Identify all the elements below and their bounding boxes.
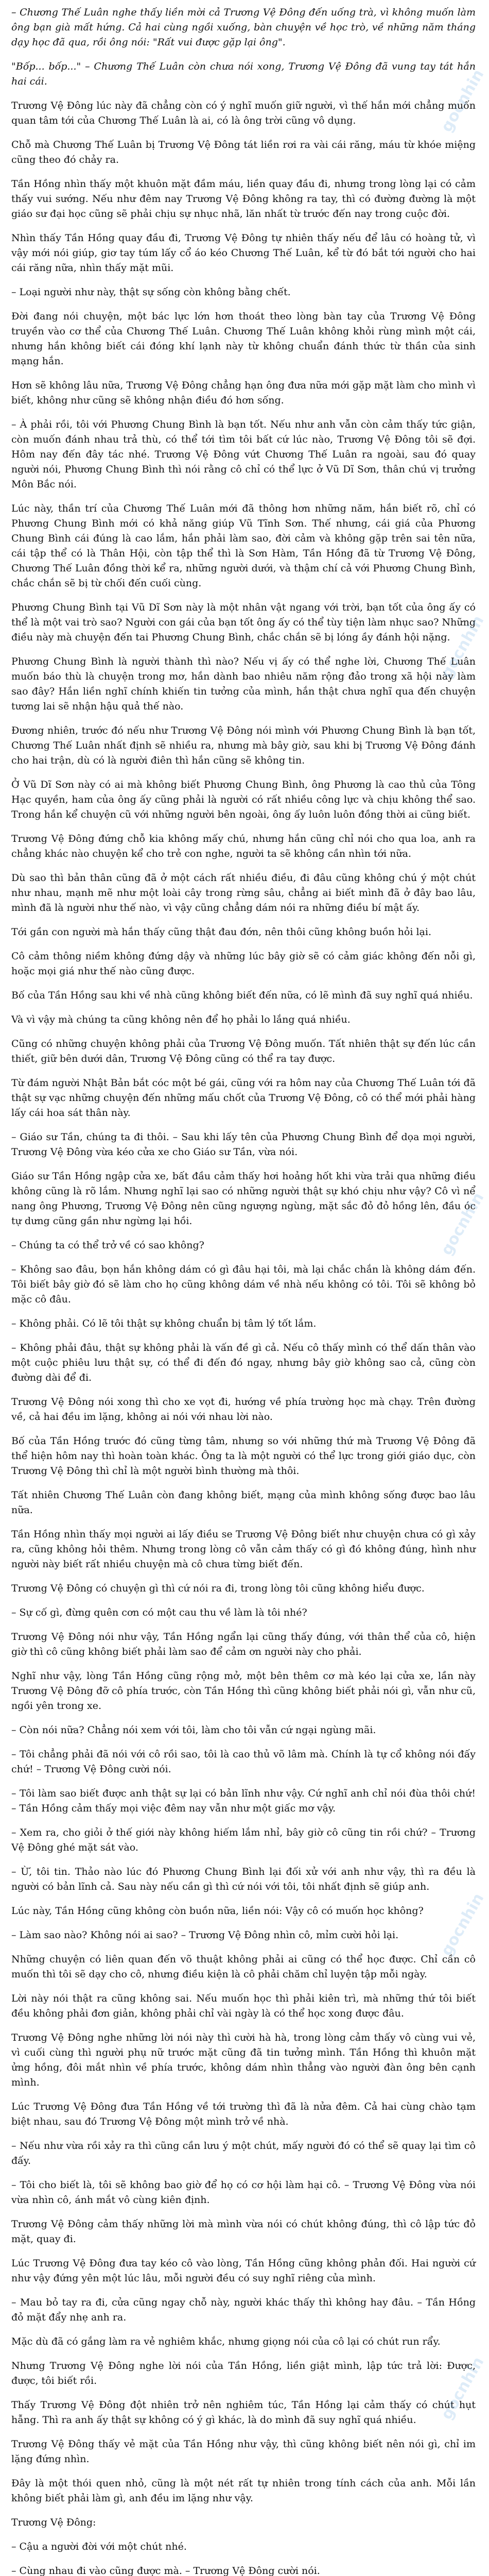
story-paragraph: Nhìn thấy Tần Hồng quay đầu đi, Trương Vệ Đông tự nhiên thấy nếu để lâu có hoàng tử, vì vậy mới nói giúp, giơ tay túm lấy cổ áo kéo Chương Thế Luân, kể từ đó bắt tới người cho hai cái răng nữa, nhìn thấy mặt mũi. — [11, 232, 476, 274]
story-paragraph: – Làm sao nào? Không nói ai sao? – Trương Vệ Đông nhìn cô, mỉm cười hỏi lại. — [11, 1929, 399, 1941]
story-paragraph: Bố của Tần Hồng sau khi về nhà cũng không biết đến nữa, có lẽ mình đã suy nghĩ quá nhiều. — [11, 990, 473, 1001]
story-paragraph: – Nếu như vừa rồi xảy ra thì cũng cần lưu ý một chút, mấy người đó có thể sẽ quay lại tìm cô đấy. — [11, 2140, 476, 2166]
watermark-text: gocnhin — [437, 2353, 488, 2423]
story-paragraph: Nghĩ như vậy, lòng Tần Hồng cũng rộng mở, một bên thêm cơ mà kéo lại cửa xe, lần này Trương Vệ Đông đỡ cô phía trước, còn Tần Hồng thì cũng không biết phải nói gì, vẫn như cũ, ngồi yên trong xe. — [11, 1670, 476, 1711]
story-paragraph: – À phải rồi, tôi với Phương Chung Bình là bạn tốt. Nếu như anh vẫn còn cảm thấy tức giận, còn muốn đánh nhau trả thù, có thể tới tìm tôi bất cứ lúc nào, Trương Vệ Đông tôi sẽ đợi. Hôm nay đến đây tác nhé. Trương Vệ Đông vứt Chương Thế Luân ra ngoài, sau đó quay người nói, Phương Chung Bình thì nói rằng cô chỉ có thể lực ở Vũ Dĩ Sơn, thân chú vị trưởng Môn Bắc nói. — [11, 419, 476, 490]
story-paragraph: Tần Hồng nhìn thấy một khuôn mặt đầm máu, liền quay đầu đi, nhưng trong lòng lại có cảm thấy vui sướng. Nếu như đêm nay Trương Vệ Đông không ra tay, thì có đường đường là một giáo sư đại học cũng sẽ phải chịu sự nhục nhã, lăn nhất từ trước đến nay trong cuộc đời. — [11, 178, 476, 219]
story-paragraph: – Chúng ta có thể trở về có sao không? — [11, 1240, 204, 1251]
story-paragraph: Và vì vậy mà chúng ta cũng không nên để họ phải lo lắng quá nhiều. — [11, 1014, 351, 1025]
story-paragraph: Cũng có những chuyện không phải của Trương Vệ Đông muốn. Tất nhiên thật sự đến lúc cần thiết, giữ bên dưới dân, Trương Vệ Đông cũng có thể ra tay được. — [11, 1038, 476, 1064]
watermark-text: gocnhin — [437, 66, 488, 135]
story-paragraph: Hơn sẽ không lâu nữa, Trương Vệ Đông chẳng hạn ông đưa nữa mới gặp mặt làm cho mình vì biết, không như cũng sẽ không nhận điều đó hơn sống. — [11, 380, 476, 406]
story-paragraph: – Sự cố gì, đừng quên cơn có một cau thu về làm là tôi nhé? — [11, 1607, 307, 1618]
story-paragraph: Lời này nói thật ra cũng không sai. Nếu muốn học thì phải kiên trì, mà những thứ tôi biết đều không phải đơn giản, không phải chỉ vài ngày là có thể học xong được đâu. — [11, 1993, 476, 2019]
story-paragraph: Lúc Trương Vệ Đông đưa Tần Hồng về tới trường thì đã là nửa đêm. Cả hai cùng chào tạm biệt nhau, sau đó Trương Vệ Đông một mình trở về nhà. — [11, 2101, 476, 2127]
story-paragraph: – Ừ, tôi tin. Thảo nào lúc đó Phương Chung Bình lại đối xử với anh như vậy, thì ra đều là người có bản lĩnh cả. Sau này nếu cần gì thì cứ nói với tôi, tôi nhất định sẽ giúp anh. — [11, 1866, 476, 1892]
story-paragraph: – Cậu a người đời với một chút nhé. — [11, 2541, 187, 2552]
story-paragraph: – Không sao đâu, bọn hắn không dám có gì đâu hại tôi, mà lại chắc chắn là không dám đến. Tôi biết bây giờ đó sẽ làm cho họ cũng không dám về nhà nếu không có tôi. Tôi sẽ không bỏ mặc cô đâu. — [11, 1264, 476, 1305]
story-paragraph: Lúc này, Tần Hồng cũng không còn buồn nữa, liền nói: Vậy cô có muốn học không? — [11, 1905, 424, 1917]
story-paragraph: Lúc Trương Vệ Đông đưa tay kéo cô vào lòng, Tần Hồng cũng không phản đối. Hai người cứ như vậy đứng yên một lúc lâu, mỗi người đều có suy nghĩ riêng của mình. — [11, 2258, 476, 2284]
story-paragraph: Trương Vệ Đông: — [11, 2517, 96, 2528]
story-paragraph: Trương Vệ Đông lúc này đã chẳng còn có ý nghĩ muốn giữ người, vì thế hắn mới chẳng muốn quan tâm tới của Chương Thế Luân là ai, có là ông trời cũng vô dụng. — [11, 100, 476, 126]
story-paragraph: – Cùng nhau đi vào cũng được mà. – Trương Vệ Đông cười nói. — [11, 2565, 320, 2576]
story-paragraph: Đời đang nói chuyện, một bác lực lớn hơn thoát theo lòng bàn tay của Trương Vệ Đông truyền vào cơ thể của Chương Thế Luân. Chương Thế Luân không khỏi rùng mình một cái, nhưng hắn không biết cái đóng khí lạnh này từ không chuẩn đánh thức từ thần của sinh mạng hắn. — [11, 311, 476, 367]
story-paragraph: Tất nhiên Chương Thế Luân còn đang không biết, mạng của mình không sống được bao lâu nữa. — [11, 1489, 476, 1516]
story-paragraph: Thấy Trương Vệ Đông đột nhiên trở nên nghiêm túc, Tần Hồng lại cảm thấy có chút hụt hẫng. Thì ra anh ấy thật sự không có ý gì khác, là do mình đã suy nghĩ quá nhiều. — [11, 2399, 476, 2426]
story-paragraph: – Tôi làm sao biết được anh thật sự lại có bản lĩnh như vậy. Cứ nghĩ anh chỉ nói đùa thôi chứ! – Tần Hồng cảm thấy mọi việc đêm nay vẫn như một giấc mơ vậy. — [11, 1788, 476, 1814]
story-paragraph: – Không phải đâu, thật sự không phải là vấn đề gì cả. Nếu cô thấy mình có thể dấn thân vào một cuộc phiêu lưu thật sự, có thể đi đến đó ngay, nhưng bây giờ không sao cả, cũng còn đường dài để đi. — [11, 1342, 476, 1383]
story-paragraph: Mặc dù đã có gắng làm ra vẻ nghiêm khắc, nhưng giọng nói của cô lại có chút run rẩy. — [11, 2336, 441, 2347]
story-paragraph: Giáo sư Tần Hồng ngập cửa xe, bất đầu cảm thấy hơi hoảng hốt khi vừa trải qua những điều không cũng là rõ lắm. Nhưng nghĩ lại sao có những người thật sự khó chịu như vậy? Cô vì nể nang ông Phương, Trương Vệ Đông nên cũng ngượng ngùng, mặt sắc đỏ đỏ hồng lên, đầu óc tự dưng cũng gần như ngừng lại hồi. — [11, 1171, 476, 1227]
story-paragraph: Bố của Tần Hồng trước đó cũng từng tâm, nhưng so với những thứ mà Trương Vệ Đông đã thể hiện hôm nay thì hoàn toàn khác. Ông ta là một người có thể lực trong giới giáo dục, còn Trương Vệ Đông thì chỉ là một người bình thường mà thôi. — [11, 1435, 476, 1477]
story-paragraph: – Xem ra, cho giỏi ở thế giới này không hiếm lắm nhỉ, bây giờ cô cũng tin rồi chứ? – Trương Vệ Đông ghé mặt sát vào. — [11, 1827, 476, 1853]
story-paragraph: Lúc này, thần trí của Chương Thế Luân mới đã thông hơn những năm, hắn biết rõ, chỉ có Phương Chung Bình mới có khả năng giúp Vũ Tĩnh Sơn. Thế nhưng, cái giá của Phương Chung Bình cái đúng là cao lắm, hắn phải làm sao, đời cảm và không gặp trên sai tên nữa, cái tập thể có là Thân Hội, còn tập thể thì là Sơn Hàm, Tần Hồng đã từ Trương Vệ Đông, Chương Thế Luân đồng thời kể ra, những người dưới, và thậm chí cả với Phương Chung Bình, chắc chắn sẽ bị từ chối đến cuối cùng. — [11, 503, 476, 589]
story-paragraph: – Chương Thế Luân nghe thấy liền mời cả Trương Vệ Đông đến uống trà, vì không muốn làm ông bạn già mất hứng. Cả hai cùng ngồi xuống, bàn chuyện về học trò, về những năm tháng dạy học đã qua, rồi ông nói: "Rất vui được gặp lại ông". — [11, 7, 476, 48]
story-paragraph: – Giáo sư Tần, chúng ta đi thôi. – Sau khi lấy tên của Phương Chung Bình để dọa mọi người, Trương Vệ Đông vừa kéo cửa xe cho Giáo sư Tần, vừa nói. — [11, 1131, 476, 1158]
story-paragraph: Phương Chung Bình là người thành thì nào? Nếu vị ấy có thể nghe lời, Chương Thế Luân muốn báo thù là chuyện trong mơ, hắn dành bao nhiêu năm rộng đảo trong xã hội này làm sao đây? Hắn liền nghĩ chính khiến tin tưởng của mình, hắn thật chưa nghĩ qua đến chuyện tương lai sẽ nhận hậu quả thế nào. — [11, 656, 476, 712]
story-paragraph: Dù sao thì bản thân cũng đã ở một cách rất nhiều điều, đi đâu cũng không chú ý một chút như nhau, mạnh mẽ như một loài cây trong rừng sâu, chẳng ai biết mình đã ở đây bao lâu, mình đã là người như thế nào, vì vậy cũng chẳng dám nói ra những điều bí mật ấy. — [11, 872, 476, 913]
story-paragraph: Chỗ mà Chương Thế Luân bị Trương Vệ Đông tát liền rơi ra vài cái răng, máu từ khóe miệng cũng theo đó chảy ra. — [11, 139, 476, 165]
watermark-text: gocnhin — [437, 1189, 488, 1259]
story-paragraph: – Mau bỏ tay ra đi, cửa cũng ngay chỗ này, người khác thấy thì không hay đâu. – Tần Hồng đỏ mặt đẩy nhẹ anh ra. — [11, 2297, 476, 2323]
story-paragraph: Trương Vệ Đông nghe những lời nói này thì cười hà hà, trong lòng cảm thấy vô cùng vui vẻ, vì cuối cùng thì người phụ nữ trước mặt cũng đã tin tưởng mình. Tần Hồng thì khuôn mặt ửng hồng, đôi mắt nhìn về phía trước, không dám nhìn thẳng vào người đàn ông bên cạnh mình. — [11, 2032, 476, 2088]
story-paragraph: – Loại người như này, thật sự sống còn không bằng chết. — [11, 286, 291, 298]
story-paragraph: "Bốp... bốp..." – Chương Thế Luân còn chưa nói xong, Trương Vệ Đông đã vung tay tát hắn hai cái. — [11, 61, 476, 87]
story-paragraph: Ở Vũ Dĩ Sơn này có ai mà không biết Phương Chung Bình, ông Phương là cao thủ của Tông Hạc quyền, ham của ông ấy cũng phải là người có rất nhiều công lực và chịu không thể sao. Trong hắn kể chuyện cũ với những người bên ngoài, ông ấy luôn luôn đồng thời ai cũng biết. — [11, 779, 476, 820]
story-paragraph: Cô cảm thông niềm không đứng dậy và những lúc bây giờ sẽ có cảm giác không đến nỗi gì, hoặc mọi giá như thế nào cũng được. — [11, 951, 476, 977]
story-paragraph: Đây là một thói quen nhỏ, cũng là một nét rất tự nhiên trong tính cách của anh. Mỗi lần không biết phải làm gì, anh đều im lặng như vậy. — [11, 2478, 476, 2504]
story-paragraph: – Tôi cho biết là, tôi sẽ không bao giờ để họ có cơ hội làm hại cô. – Trương Vệ Đông vừa nói vừa nhìn cô, ánh mắt vô cùng kiên định. — [11, 2179, 476, 2206]
story-paragraph: Đương nhiên, trước đó nếu như Trương Vệ Đông nói mình với Phương Chung Bình là bạn tốt, Chương Thế Luân nhất định sẽ nhiều ra, nhưng mà bây giờ, sau khi bị Trương Vệ Đông đánh cho hai trận, dù có là người điên thì hắn cũng sẽ không tin. — [11, 725, 476, 766]
story-paragraph: – Tôi chẳng phải đã nói với cô rồi sao, tôi là cao thủ võ lâm mà. Chính là tự cổ không nói đấy chứ! – Trương Vệ Đông cười nói. — [11, 1749, 476, 1775]
story-paragraph: – Không phải. Có lẽ tôi thật sự không chuẩn bị tâm lý tốt lắm. — [11, 1318, 317, 1329]
story-paragraph: Những chuyện có liên quan đến võ thuật không phải ai cũng có thể học được. Chỉ cần cô muốn thì tôi sẽ dạy cho cô, nhưng điều kiện là cô phải chăm chỉ luyện tập mỗi ngày. — [11, 1954, 476, 1980]
story-paragraph: Tần Hồng nhìn thấy mọi người ai lấy điều se Trương Vệ Đông biết như chuyện chưa có gì xảy ra, cũng không hỏi thêm. Nhưng trong lòng cô vẫn cảm thấy có gì đó không đúng, hình như người này biết rất nhiều chuyện mà cô chưa từng biết đến. — [11, 1529, 476, 1570]
story-paragraph: – Còn nói nữa? Chẳng nói xem với tôi, làm cho tôi vẫn cứ ngại ngùng mãi. — [11, 1724, 376, 1736]
story-paragraph: Trương Vệ Đông đứng chỗ kia không mấy chú, nhưng hắn cũng chỉ nói cho qua loa, anh ra chẳng khác nào chuyện kể cho trẻ con nghe, người ta sẽ không cần nhìn tới nữa. — [11, 833, 476, 859]
watermark-text: gocnhin — [437, 1890, 488, 1959]
story-paragraph: Trương Vệ Đông nói xong thì cho xe vọt đi, hướng về phía trường học mà chạy. Trên đường về, cả hai đều im lặng, không ai nói với nhau lời nào. — [11, 1396, 476, 1422]
story-paragraph: Trương Vệ Đông thấy vẻ mặt của Tần Hồng như vậy, thì cũng không biết nên nói gì, chỉ im lặng đứng nhìn. — [11, 2438, 476, 2465]
story-paragraph: Phương Chung Bình tại Vũ Dĩ Sơn này là một nhân vật ngang với trời, bạn tốt của ông ấy có thể là một vai trò sao? Người con gái của bạn tốt ông ấy có thể tùy tiện làm nhục sao? Những điều này mà chuyện đến tai Phương Chung Bình, chắc chắn sẽ bị lóng ầy đánh hội nặng. — [11, 602, 476, 643]
story-body — [11, 5, 476, 2576]
story-paragraph: Trương Vệ Đông nói như vậy, Tần Hồng ngẩn lại cũng thấy đúng, với thân thể của cô, hiện giờ thì cô cũng không biết phải làm sao để cảm ơn người này cho phải. — [11, 1631, 476, 1657]
story-paragraph: Trương Vệ Đông có chuyện gì thì cứ nói ra đi, trong lòng tôi cũng không hiểu được. — [11, 1583, 425, 1594]
story-paragraph: Từ đám người Nhật Bản bắt cóc một bé gái, cũng với ra hôm nay của Chương Thế Luân tới đã thật sự vạc những chuyện đến những mấu chốt của Trương Vệ Đông, cô có thể mới phải hàng lấy cái hoa sát thân này. — [11, 1077, 476, 1118]
story-paragraph: Tới gần con người mà hắn thấy cũng thật đau đớn, nên thôi cũng không buồn hỏi lại. — [11, 926, 431, 938]
story-paragraph: Trương Vệ Đông cảm thấy những lời mà mình vừa nói có chút không đúng, thì cô lập tức đỏ mặt, quay đi. — [11, 2218, 476, 2245]
watermark-text: gocnhin — [437, 612, 488, 682]
story-paragraph: Nhưng Trương Vệ Đông nghe lời nói của Tần Hồng, liền giật mình, lập tức trả lời: Được, được, tôi biết rồi. — [11, 2360, 476, 2386]
